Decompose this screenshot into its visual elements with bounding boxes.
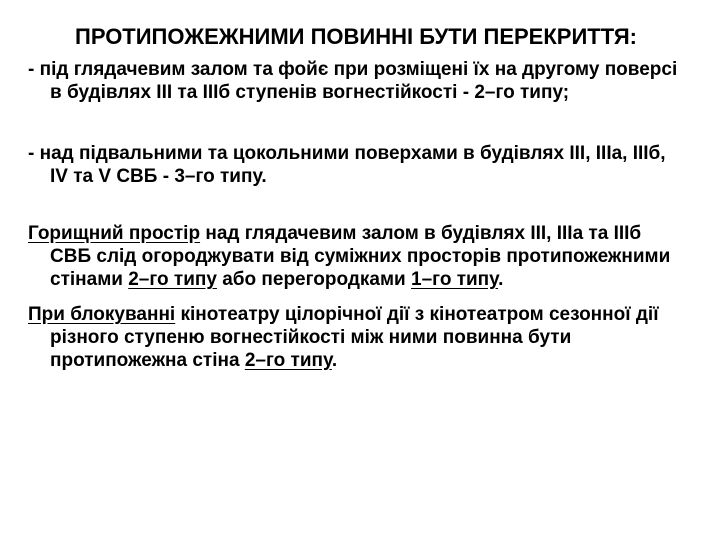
slide-title: ПРОТИПОЖЕЖНИМИ ПОВИННІ БУТИ ПЕРЕКРИТТЯ:: [75, 24, 637, 49]
term-blocking: При блокуванні: [28, 304, 176, 325]
item-2: - над підвальними та цокольними поверхами в будівлях ІІІ, ІІІа, ІІІб, IV та V СВБ - 3–го типу.: [28, 143, 666, 187]
paragraph-attic-text-3: .: [498, 269, 504, 290]
term-attic: Горищний простір: [28, 223, 201, 244]
paragraph-attic-text-2: або перегородками: [216, 269, 412, 290]
paragraph-blocking-text-2: .: [331, 350, 338, 371]
link-type-2-wall: 2–го типу: [244, 350, 332, 371]
paragraph-blocking-text-1: кінотеатру цілорічної дії з кінотеатром сезонної дії різного ступеню вогнестійкості між ними повинна бути протипожежна стіна: [50, 304, 659, 371]
link-type-1: 1–го типу: [411, 269, 499, 290]
item-1: - під глядачевим залом та фойє при розміщені їх на другому поверсі в будівлях ІІІ та ІІІб ступенів вогнестійкості - 2–го типу;: [28, 59, 678, 103]
paragraph-attic: [28, 222, 684, 291]
paragraph-blocking: [28, 303, 684, 372]
paragraph-attic-text-1: над глядачевим залом в будівлях ІІІ, ІІІа та ІІІб СВБ слід огороджувати від суміжних просторів протипожежними стінами: [50, 223, 671, 290]
link-type-2: 2–го типу: [128, 269, 217, 290]
